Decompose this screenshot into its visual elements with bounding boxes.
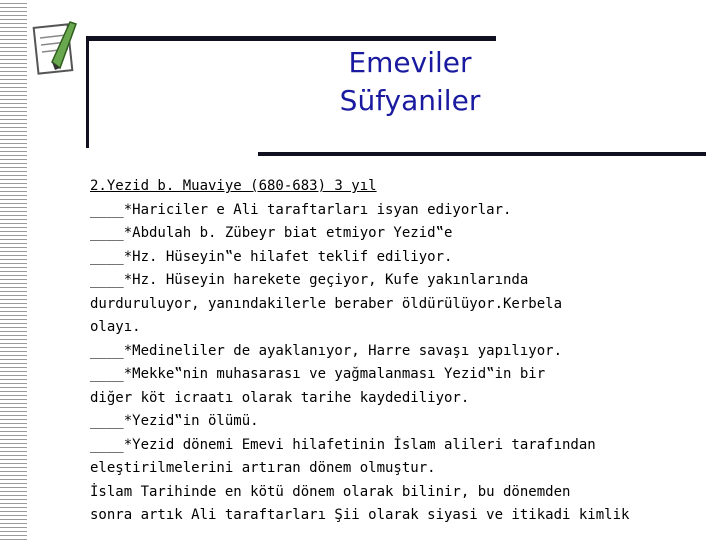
text-line: ____*Yezid‟in ölümü. [90, 413, 259, 429]
text-line: ____*Yezid dönemi Emevi hilafetinin İslam alileri tarafından [90, 436, 596, 453]
text-line: durduruluyor, yanındakilerle beraber öldürülüyor.Kerbela [90, 295, 563, 312]
text-line: ____*Abdulah b. Zübeyr biat etmiyor Yezid‟e [90, 225, 453, 241]
title-line-2: Süfyaniler [339, 84, 481, 117]
stripe-panel [0, 0, 27, 540]
text-line: ____*Hz. Hüseyin harekete geçiyor, Kufe yakınlarında [90, 272, 529, 288]
title-line-1: Emeviler [348, 46, 472, 79]
body-text [90, 175, 710, 528]
text-line: ____*Mekke‟nin muhasarası ve yağmalanması Yezid‟in bir [90, 366, 546, 382]
page-title [300, 44, 520, 120]
notepad-pen-icon [30, 18, 80, 82]
text-line: diğer köt icraatı olarak tarihe kaydediliyor. [90, 389, 470, 406]
decor-rule-bottom [258, 152, 706, 156]
decor-rule-left [86, 36, 89, 148]
text-line: 2.Yezid b. Muaviye (680-683) 3 yıl [90, 178, 377, 194]
text-line: eleştirilmelerini artıran dönem olmuştur. [90, 460, 436, 476]
text-line: sonra artık Ali taraftarları Şii olarak siyasi ve itikadi kimlik [90, 507, 630, 523]
text-line: ____*Hz. Hüseyin‟e hilafet teklif ediliyor. [90, 248, 453, 265]
text-line: ____*Hariciler e Ali taraftarları isyan ediyorlar. [90, 201, 512, 218]
text-line: İslam Tarihinde en kötü dönem olarak bilinir, bu dönemden [90, 483, 571, 500]
text-line: olayı. [90, 319, 141, 335]
decor-rule-top [86, 36, 496, 41]
text-line: ____*Medineliler de ayaklanıyor, Harre savaşı yapılıyor. [90, 342, 563, 359]
